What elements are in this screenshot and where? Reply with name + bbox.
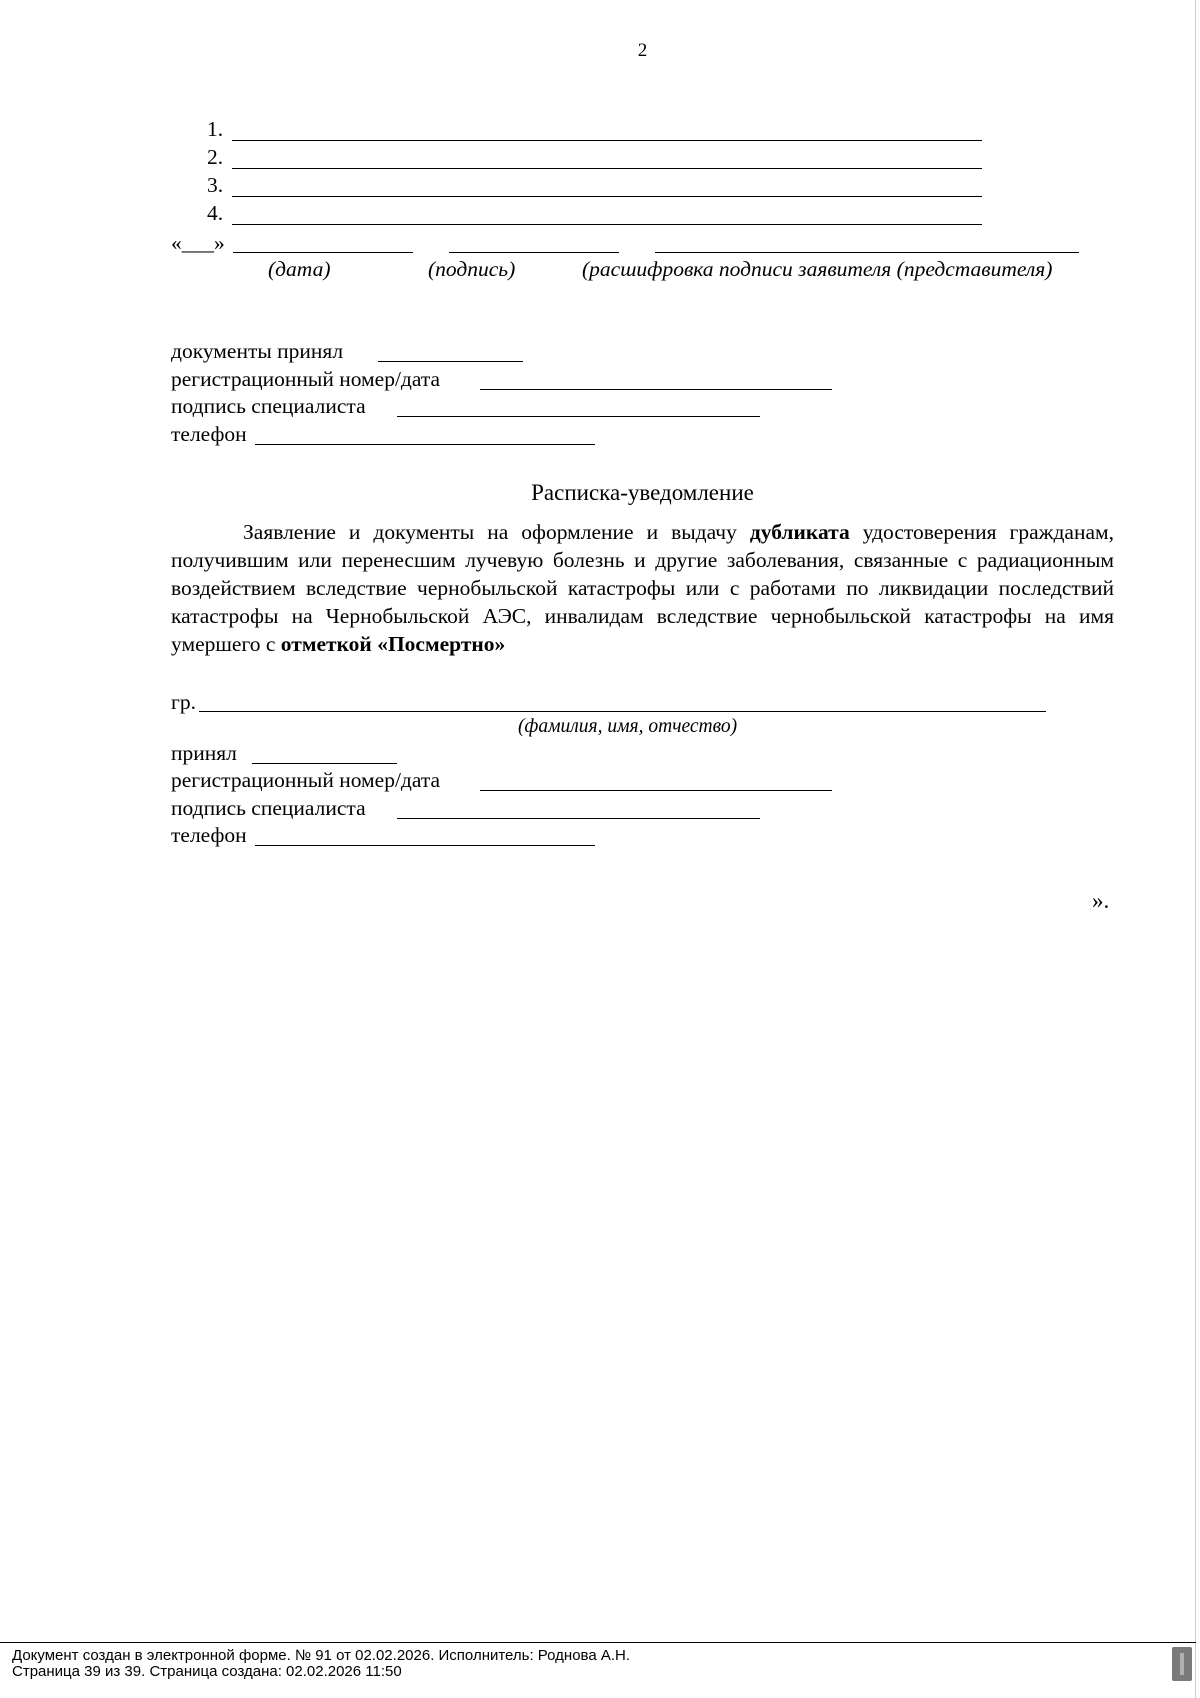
reg-label: регистрационный номер/дата: [171, 367, 441, 391]
signature-line: [449, 252, 619, 253]
list-item-line: [232, 140, 982, 141]
footer-line-2: Страница 39 из 39. Страница создана: 02.02.2026 11:50: [12, 1663, 402, 1680]
receipt-heading: Расписка-уведомление: [531, 480, 754, 505]
footer-line-1: Документ создан в электронной форме. № 91 от 02.02.2026. Исполнитель: Роднова А.Н.: [12, 1647, 631, 1664]
list-item-line: [232, 168, 982, 169]
signature-label: подпись специалиста: [171, 394, 366, 418]
receipt-accepted-label: принял: [171, 741, 237, 765]
accepted-line: [378, 361, 523, 362]
citizen-line: [199, 711, 1046, 712]
decoding-line: [655, 252, 1079, 253]
receipt-signature-line: [397, 818, 760, 819]
citizen-prefix: гр.: [171, 690, 196, 714]
receipt-reg-label: регистрационный номер/дата: [171, 768, 441, 792]
list-item-number: 2.: [207, 145, 224, 169]
receipt-paragraph: [171, 519, 1114, 659]
receipt-accepted-line: [252, 763, 397, 764]
list-item-number: 3.: [207, 173, 224, 197]
receipt-phone-label: телефон: [171, 823, 247, 847]
caption-signature: (подпись): [428, 257, 516, 281]
closing-quote: ».: [1092, 888, 1110, 913]
footer-rule: [0, 1642, 1196, 1643]
accepted-label: документы принял: [171, 339, 344, 363]
list-item-number: 4.: [207, 201, 224, 225]
date-prefix: «___»: [171, 231, 225, 255]
list-item-line: [232, 224, 982, 225]
receipt-signature-label: подпись специалиста: [171, 796, 366, 820]
page-edge: [1195, 0, 1196, 1698]
paragraph-text: удостоверения гражданам, получившим или перенесшим лучевую болезнь и другие заболевания, связанные с радиационным воздействием вследствие чернобыльской катастрофы или с работами по ликвидации последствий катастрофы на Чернобыльской АЭС, инвалидам вследствие чернобыльской катастрофы на имя умершего с: [171, 520, 1114, 656]
page-number: 2: [637, 40, 648, 61]
list-item-number: 1.: [207, 117, 224, 141]
paragraph-text: Заявление и документы на оформление и выдачу: [243, 520, 750, 544]
caption-date: (дата): [268, 257, 331, 281]
receipt-reg-line: [480, 790, 832, 791]
emblem-icon: [1172, 1647, 1192, 1681]
date-line: [233, 252, 413, 253]
phone-line: [255, 444, 595, 445]
phone-label: телефон: [171, 422, 247, 446]
paragraph-bold-posthumous: отметкой «Посмертно»: [280, 631, 506, 656]
caption-decoding: (расшифровка подписи заявителя (представителя): [582, 257, 1053, 281]
citizen-caption: (фамилия, имя, отчество): [518, 716, 738, 737]
list-item-line: [232, 196, 982, 197]
signature-specialist-line: [397, 416, 760, 417]
footer: [12, 1648, 630, 1680]
reg-line: [480, 389, 832, 390]
paragraph-bold-duplicate: дубликата: [749, 520, 850, 544]
receipt-phone-line: [255, 845, 595, 846]
